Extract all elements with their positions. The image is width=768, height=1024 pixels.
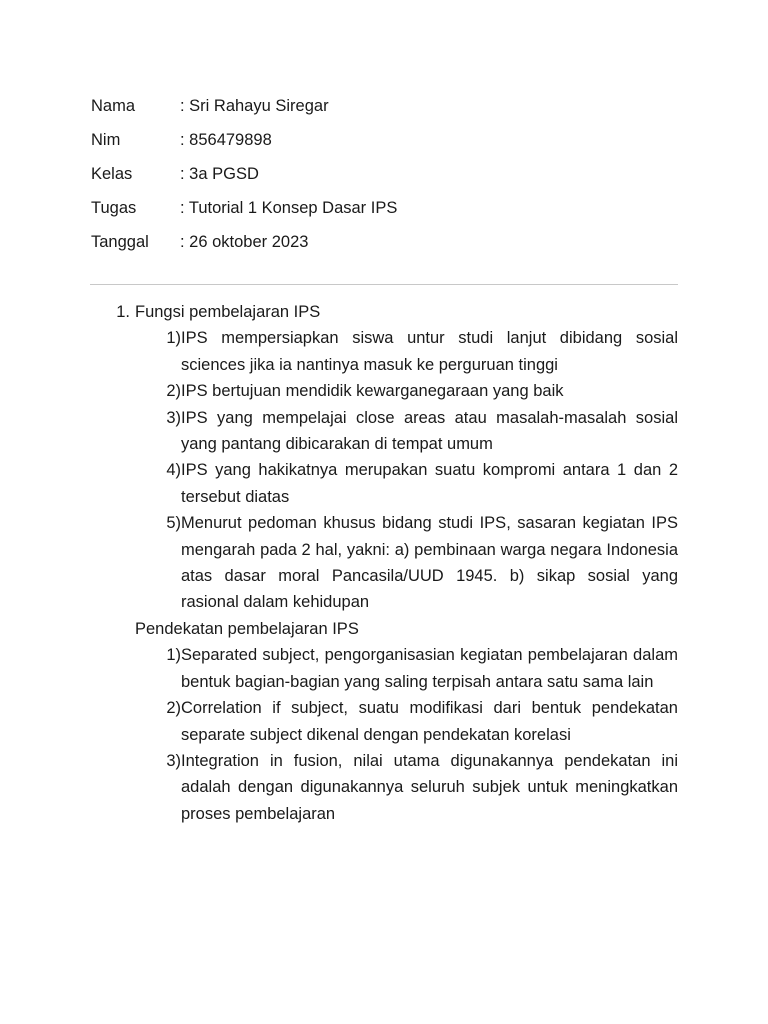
section-number: 1. [116,303,130,321]
info-row-tugas [91,196,397,230]
item-number: 3) [166,751,181,770]
info-label: Kelas [91,165,133,183]
section-heading [90,299,678,325]
section-title: Fungsi pembelajaran IPS [135,303,321,321]
section-title: Pendekatan pembelajaran IPS [135,619,359,638]
item-number: 5) [166,514,181,533]
section-pendekatan [90,616,678,827]
section-heading [90,616,678,642]
info-value: : 3a PGSD [180,165,259,183]
list-item [90,457,678,510]
answer-content [90,299,678,827]
info-value: : 856479898 [180,131,272,149]
info-label: Tanggal [91,233,149,251]
list-item [90,325,678,378]
info-value: : Sri Rahayu Siregar [180,97,329,115]
info-row-tanggal [91,230,397,264]
item-number: 2) [166,699,181,718]
student-info [91,94,397,264]
list-item [90,405,678,458]
list-item [90,695,678,748]
item-text: IPS yang hakikatnya merupakan suatu kompromi antara 1 dan 2 tersebut diatas [181,461,678,506]
item-number: 4) [166,461,181,480]
section-fungsi [90,299,678,616]
item-number: 1) [166,646,181,665]
list-item [90,748,678,827]
list-item [90,510,678,616]
item-number: 2) [166,382,181,401]
item-text: Menurut pedoman khusus bidang studi IPS, sasaran kegiatan IPS mengarah pada 2 hal, yakni: a) pembinaan warga negara Indonesia atas dasar moral Pancasila/UUD 1945. b) sikap sosial yang rasional dalam kehidupan [181,514,678,612]
info-row-kelas [91,162,397,196]
item-text: IPS yang mempelajai close areas atau masalah-masalah sosial yang pantang dibicarakan di tempat umum [181,408,678,454]
item-text: Integration in fusion, nilai utama digunakannya pendekatan ini adalah dengan digunakannya seluruh subjek untuk meningkatkan proses pembelajaran [181,751,678,823]
info-label: Nim [91,131,121,149]
info-value: : Tutorial 1 Konsep Dasar IPS [180,199,398,217]
item-text: IPS bertujuan mendidik kewarganegaraan yang baik [181,382,564,401]
info-row-nim [91,128,397,162]
info-row-nama [91,94,397,128]
list-item [90,378,678,404]
item-text: Separated subject, pengorganisasian kegiatan pembelajaran dalam bentuk bagian-bagian yang saling terpisah antara satu sama lain [181,646,678,691]
item-number: 3) [166,408,181,427]
info-label: Nama [91,97,136,115]
info-value: : 26 oktober 2023 [180,233,309,251]
item-text: Correlation if subject, suatu modifikasi dari bentuk pendekatan separate subject dikenal dengan pendekatan korelasi [181,699,678,744]
item-number: 1) [166,329,181,348]
info-label: Tugas [91,199,137,217]
horizontal-divider [90,284,678,285]
list-item [90,642,678,695]
item-text: IPS mempersiapkan siswa untur studi lanjut dibidang sosial sciences jika ia nantinya masuk ke perguruan tinggi [181,329,678,374]
